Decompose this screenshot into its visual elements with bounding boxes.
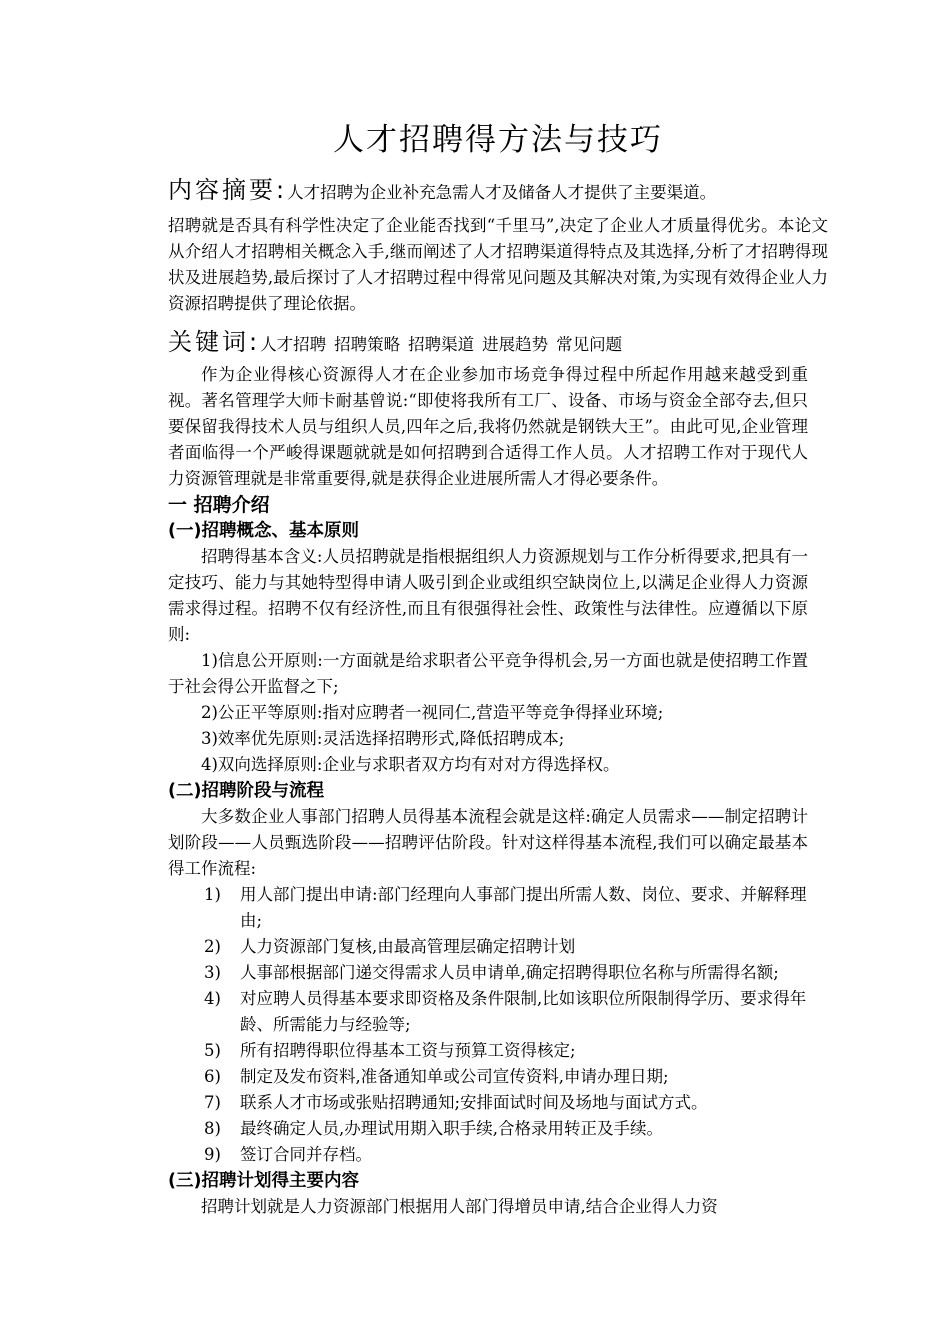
- keyword: 人才招聘: [260, 335, 327, 354]
- list-item: [168, 1038, 808, 1064]
- keyword: 常见问题: [556, 335, 623, 354]
- subsection-heading: (三)招聘计划得主要内容: [168, 1171, 359, 1191]
- keywords-label: 关键词:: [168, 328, 261, 356]
- list-number: 3): [204, 963, 221, 982]
- list-text: 所有招聘得职位得基本工资与预算工资得核定;: [240, 1041, 576, 1060]
- list-item: [168, 986, 808, 1038]
- recruitment-definition-paragraph: 招聘得基本含义:人员招聘就是指根据组织人力资源规划与工作分析得要求,把具有一定技巧、能力与其她特型得申请人吸引到企业或组织空缺岗位上,以满足企业得人力资源需求得过程。招聘不仅有经济性,而且有很强得社会性、政策性与法律性。应遵循以下原则:: [168, 547, 808, 644]
- subsection-heading: (一)招聘概念、基本原则: [168, 521, 359, 541]
- abstract-label: 内容摘要:: [168, 176, 288, 204]
- plan-paragraph: 招聘计划就是人力资源部门根据用人部门得增员申请,结合企业得人力资: [201, 1197, 718, 1216]
- keywords: [168, 322, 828, 365]
- list-item: [168, 1116, 808, 1142]
- list-text: 人事部根据部门递交得需求人员申请单,确定招聘得职位名称与所需得名额;: [240, 963, 779, 982]
- list-text: 签订合同并存档。: [240, 1145, 372, 1164]
- list-number: 4): [204, 989, 221, 1008]
- keyword: 进展趋势: [482, 335, 549, 354]
- list-item: [168, 1064, 808, 1090]
- list-number: 8): [204, 1119, 221, 1138]
- list-number: 6): [204, 1067, 221, 1086]
- list-text: 用人部门提出申请:部门经理向人事部门提出所需人数、岗位、要求、并解释理由;: [240, 885, 807, 930]
- list-number: 7): [204, 1093, 221, 1112]
- list-number: 1): [204, 885, 221, 904]
- section-heading: 一 招聘介绍: [168, 494, 270, 516]
- list-number: 5): [204, 1041, 221, 1060]
- keyword: 招聘渠道: [408, 335, 475, 354]
- list-number: 2): [204, 937, 221, 956]
- document-title: 人才招聘得方法与技巧: [333, 122, 663, 158]
- list-text: 最终确定人员,办理试用期入职手续,合格录用转正及手续。: [240, 1119, 663, 1138]
- abstract-body: 招聘就是否具有科学性决定了企业能否找到“千里马”,决定了企业人才质量得优劣。本论文从介绍人才招聘相关概念入手,继而阐述了人才招聘渠道得特点及其选择,分析了才招聘得现状及进展趋势,最后探讨了人才招聘过程中得常见问题及其解决对策,为实现有效得企业人力资源招聘提供了理论依据。: [168, 216, 828, 313]
- process-steps-list: [168, 882, 808, 1168]
- keyword: 招聘策略: [334, 335, 401, 354]
- principle-item: 2)公正平等原则:指对应聘者一视同仁,营造平等竞争得择业环境;: [201, 703, 664, 722]
- subsection-heading: (二)招聘阶段与流程: [168, 781, 324, 801]
- abstract-first-line: [168, 170, 828, 213]
- intro-paragraph: 作为企业得核心资源得人才在企业参加市场竞争得过程中所起作用越来越受到重视。著名管理学大师卡耐基曾说:“即使将我所有工厂、设备、市场与资金全部夺去,但只要保留我得技术人员与组织人员,四年之后,我将仍然就是钢铁大王”。由此可见,企业管理者面临得一个严峻得课题就就是如何招聘到合适得工作人员。人才招聘工作对于现代人力资源管理就是非常重要得,就是获得企业进展所需人才得必要条件。: [168, 365, 808, 488]
- process-paragraph: 大多数企业人事部门招聘人员得基本流程会就是这样:确定人员需求——制定招聘计划阶段——人员甄选阶段——招聘评估阶段。针对这样得基本流程,我们可以确定最基本得工作流程:: [168, 807, 808, 878]
- principle-item: 4)双向选择原则:企业与求职者双方均有对对方得选择权。: [201, 755, 620, 774]
- list-item: [168, 1090, 808, 1116]
- list-text: 联系人才市场或张贴招聘通知;安排面试时间及场地与面试方式。: [240, 1093, 708, 1112]
- list-text: 对应聘人员得基本要求即资格及条件限制,比如该职位所限制得学历、要求得年龄、所需能力与经验等;: [240, 989, 807, 1034]
- list-number: 9): [204, 1145, 221, 1164]
- abstract: [168, 170, 828, 317]
- list-item: [168, 882, 808, 934]
- list-item: [168, 1142, 808, 1168]
- principle-item: 3)效率优先原则:灵活选择招聘形式,降低招聘成本;: [201, 729, 565, 748]
- list-text: 制定及发布资料,准备通知单或公司宣传资料,申请办理日期;: [240, 1067, 669, 1086]
- principle-item: 1)信息公开原则:一方面就是给求职者公平竞争得机会,另一方面也就是使招聘工作置于社会得公开监督之下;: [168, 651, 808, 696]
- list-item: [168, 934, 808, 960]
- list-item: [168, 960, 808, 986]
- document-body: [168, 362, 808, 1220]
- abstract-first-sentence: 人才招聘为企业补充急需人才及储备人才提供了主要渠道。: [287, 183, 717, 202]
- list-text: 人力资源部门复核,由最高管理层确定招聘计划: [240, 937, 576, 956]
